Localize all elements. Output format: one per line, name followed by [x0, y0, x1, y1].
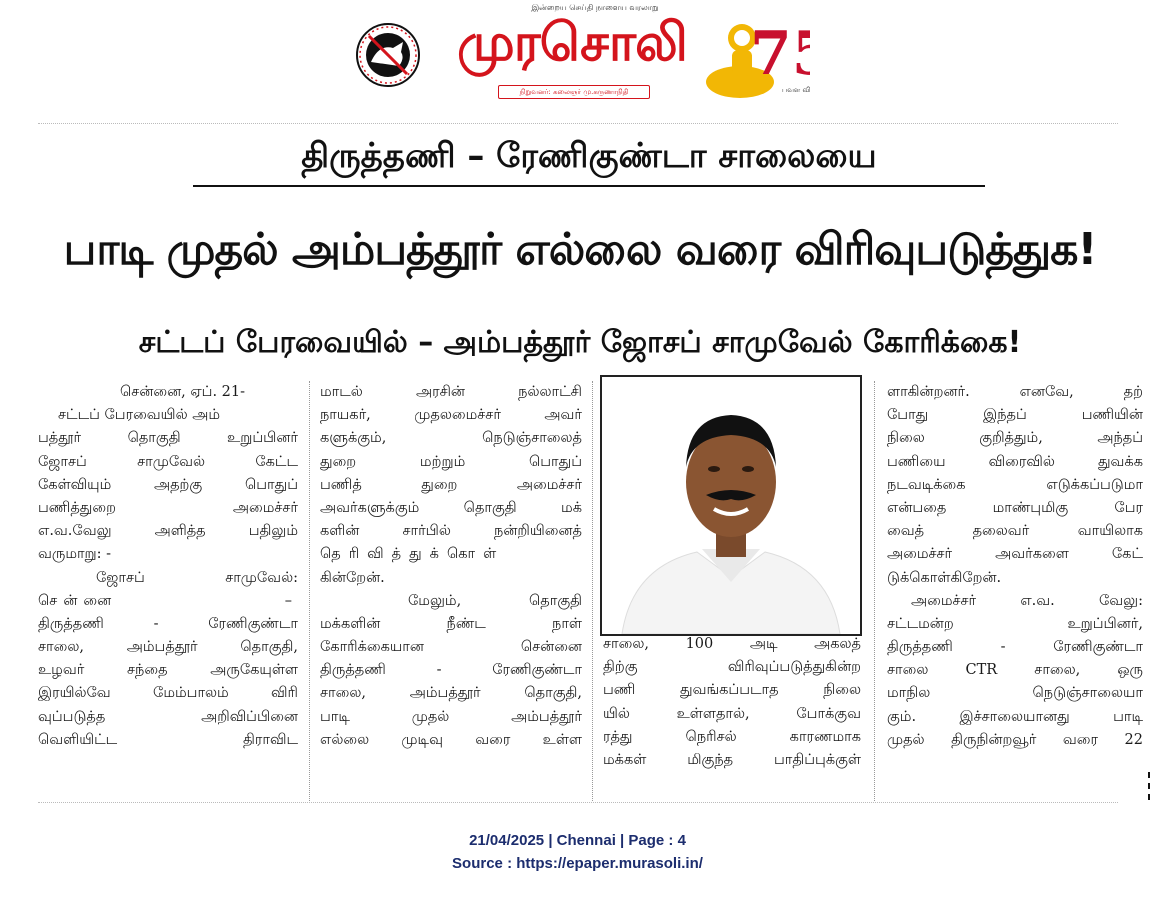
speaker-label: ஜோசப் சாமுவேல்: — [96, 569, 298, 586]
column-line: பணியை விரைவில் துவக்க — [887, 453, 1143, 470]
column-line: சென்னை – — [38, 592, 298, 609]
column-line: கோரிக்கையான சென்னை — [320, 639, 582, 656]
column-line: மாடல் அரசின் நல்லாட்சி — [320, 384, 582, 400]
newspaper-logo: முரசொலி — [457, 13, 687, 73]
founder-line: நிறுவனர்: கலைஞர் மு.கருணாநிதி — [498, 85, 650, 99]
party-emblem-icon — [355, 22, 421, 88]
anniversary-number: 7 — [750, 19, 792, 89]
column-line: மாநில நெடுஞ்சாலையா — [887, 685, 1143, 702]
column-line: கேள்வியும் அதற்கு பொதுப் — [38, 476, 298, 493]
column-line: துறை மற்றும் பொதுப் — [320, 453, 582, 470]
column-line: நடவடிக்கை எடுக்கப்படுமா — [887, 476, 1143, 493]
column-line: திருத்தணி - ரேணிகுண்டா — [887, 639, 1143, 656]
column-line: இரயில்வே மேம்பாலம் விரி — [38, 685, 298, 702]
column-line: சாலை, 100 அடி அகலத் — [603, 636, 861, 652]
column-line: தெரிவித்துக்கொள் — [320, 546, 505, 563]
column-line: கின்றேன். — [320, 569, 385, 586]
column-divider — [592, 381, 593, 801]
anniversary-label: பவள வி — [782, 86, 810, 94]
column-line: சட்டப் பேரவையில் அம் — [58, 407, 220, 424]
column-line: ளாகின்றனர். எனவே, தற் — [887, 384, 1143, 400]
column-line: எல்லை முடிவு வரை உள்ள — [320, 731, 582, 748]
column-line: சாலை CTR சாலை, ஒரு — [887, 662, 1143, 679]
column-line: திருத்தணி - ரேணிகுண்டா — [320, 662, 582, 679]
article-column-2 — [320, 381, 582, 752]
column-line: சாலை, அம்பத்தூர் தொகுதி, — [320, 685, 582, 702]
column-line: யில் உள்ளதால், போக்குவ — [603, 705, 861, 722]
column-line: முதல் திருநின்றவூர் வரை 22 — [887, 731, 1143, 748]
continuation-mark — [1148, 772, 1154, 800]
masthead — [0, 0, 1155, 112]
column-divider — [309, 381, 310, 801]
column-line: மக்கள் மிகுந்த பாதிப்புக்குள் — [603, 751, 861, 768]
column-line: பணித்துறை அமைச்சர் — [38, 499, 298, 516]
column-line: திருத்தணி - ரேணிகுண்டா — [38, 615, 298, 632]
article-column-4 — [887, 381, 1143, 752]
column-line: அவர்களுக்கும் தொகுதி மக் — [320, 499, 582, 516]
column-line: உழவர் சந்தை அருகேயுள்ள — [38, 662, 298, 679]
column-line: என்பதை மாண்புமிகு பேர — [887, 499, 1143, 516]
column-line: பத்தூர் தொகுதி உறுப்பினர் — [38, 430, 298, 447]
column-line: எ.வ.வேலு அளித்த பதிலும் — [38, 523, 298, 540]
column-line: வெளியிட்ட திராவிட — [38, 731, 298, 748]
column-line: ரத்து நெரிசல் காரணமாக — [603, 728, 861, 745]
column-line: நாயகர், முதலமைச்சர் அவர் — [320, 407, 582, 424]
article-headline: பாடி முதல் அம்பத்தூர் எல்லை வரை விரிவுபடுத்துக! — [63, 224, 1097, 275]
column-line: பாடி முதல் அம்பத்தூர் — [320, 708, 582, 725]
anniversary-badge — [700, 4, 810, 104]
column-line: சாலை, அம்பத்தூர் தொகுதி, — [38, 639, 298, 656]
article-subhead: சட்டப் பேரவையில் – அம்பத்தூர் ஜோசப் சாமுவேல் கோரிக்கை! — [138, 325, 1022, 360]
column-line: பணி துவங்கப்படாத நிலை — [603, 682, 861, 699]
column-line: நிலை குறித்தும், அந்தப் — [887, 430, 1143, 447]
kicker-underline — [193, 185, 985, 187]
speaker-label: அமைச்சர் எ.வ. வேலு: — [911, 592, 1143, 609]
dateline: சென்னை, ஏப். 21- — [120, 384, 246, 400]
edition-info: 21/04/2025 | Chennai | Page : 4 — [469, 832, 686, 849]
column-line: போது இந்தப் பணியின் — [887, 407, 1143, 424]
column-line: மக்களின் நீண்ட நாள் — [320, 615, 582, 632]
column-line: சட்டமன்ற உறுப்பினர், — [887, 615, 1143, 632]
column-line: பணித் துறை அமைச்சர் — [320, 476, 582, 493]
source-link[interactable]: Source : https://epaper.murasoli.in/ — [452, 855, 703, 872]
article-column-1 — [38, 381, 298, 752]
top-divider — [38, 123, 1118, 124]
column-line: களுக்கும், நெடுஞ்சாலைத் — [320, 430, 582, 447]
column-divider — [874, 381, 875, 801]
portrait-photo — [600, 375, 862, 636]
column-line: கும். இச்சாலையானது பாடி — [887, 708, 1143, 725]
column-line: திற்கு விரிவுப்படுத்துகின்ற — [603, 659, 861, 676]
masthead-tagline: இன்றைய செய்தி நாளைய வரலாறு — [531, 3, 659, 12]
column-line: டுக்கொள்கிறேன். — [887, 569, 1002, 586]
column-line: வைத் தலைவர் வாயிலாக — [887, 523, 1143, 540]
column-line: களின் சார்பில் நன்றியினைத் — [320, 523, 582, 540]
column-line: மேலும், தொகுதி — [408, 592, 582, 609]
column-line: வுப்படுத்த அறிவிப்பினை — [38, 708, 298, 725]
article-kicker: திருத்தணி – ரேணிகுண்டா சாலையை — [301, 136, 877, 176]
article-column-3 — [603, 633, 861, 772]
bottom-divider — [38, 802, 1118, 803]
column-line: அமைச்சர் அவர்களை கேட் — [887, 546, 1143, 563]
column-line: ஜோசப் சாமுவேல் கேட்ட — [38, 453, 298, 470]
column-line: வருமாறு: - — [38, 546, 112, 563]
